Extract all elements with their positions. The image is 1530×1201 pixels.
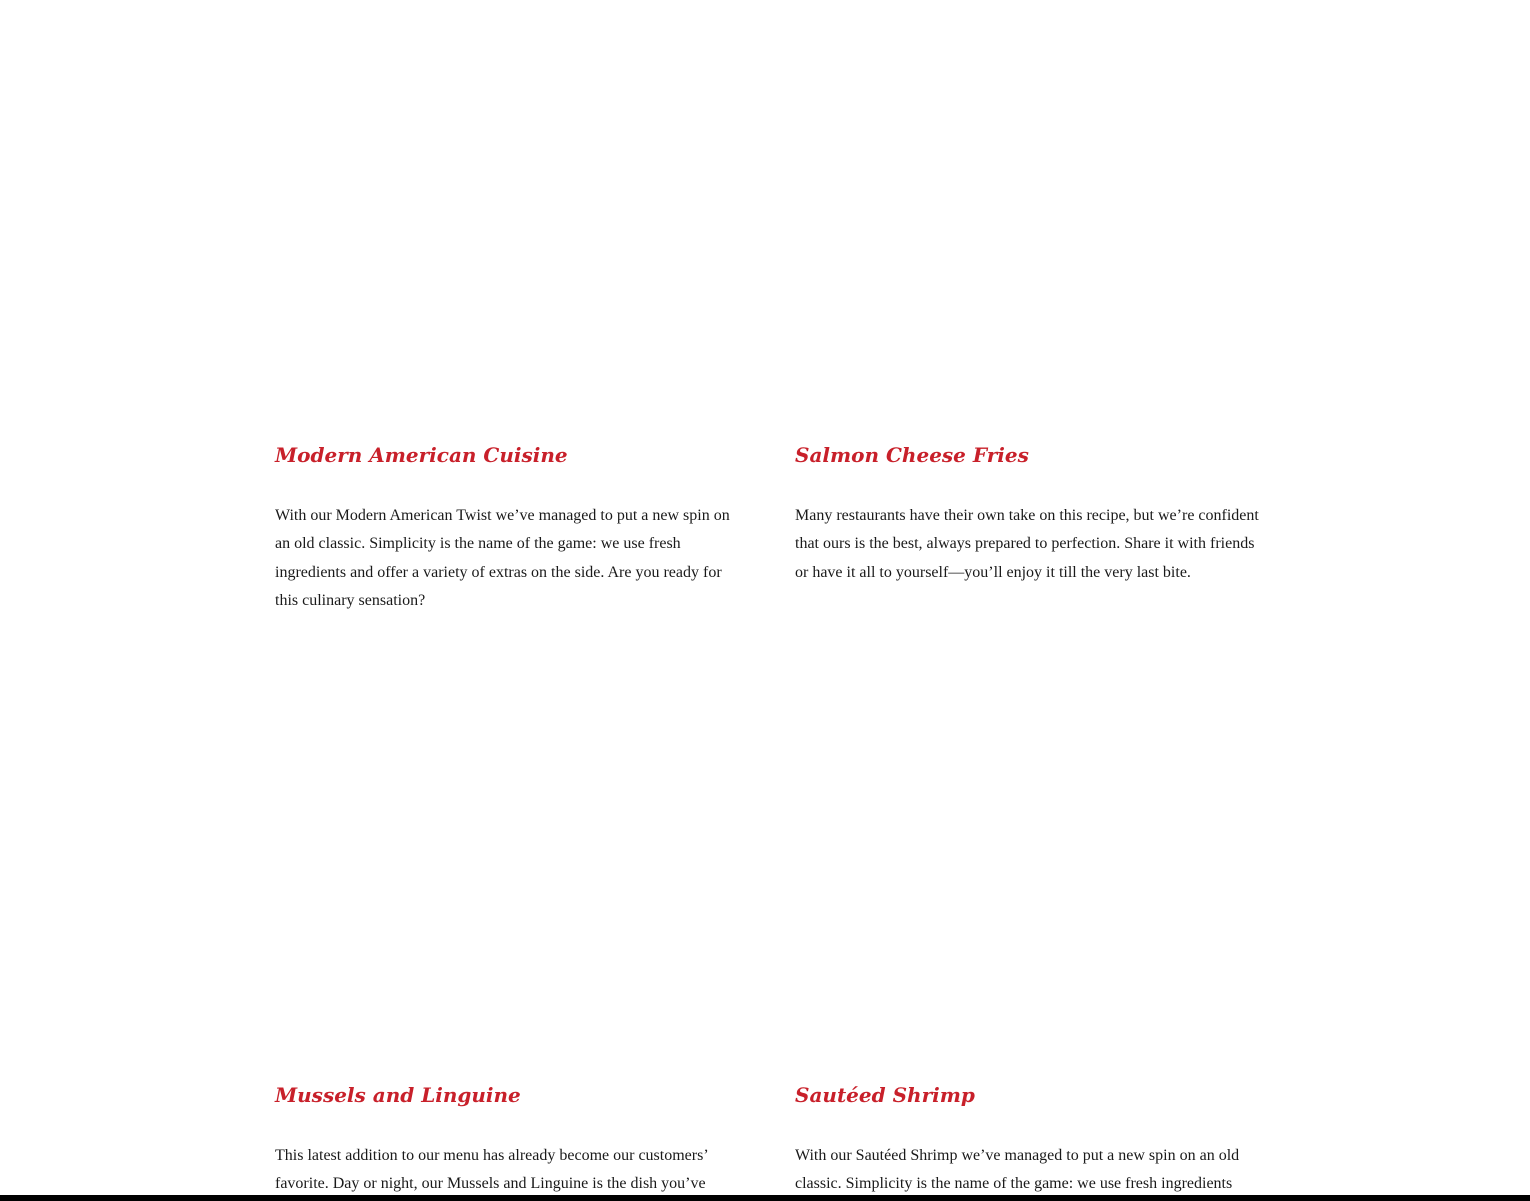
menu-item-description: This latest addition to our menu has already become our customers’ favorite. Day or night, our Mussels and Linguine is the dish you’ve [275,1147,708,1193]
menu-item-description: Many restaurants have their own take on this recipe, but we’re confident that ours is the best, always prepared to perfection. Share it with friends or have it all to yourself—you’ll enjoy it till the very last bite. [795,507,1259,581]
menu-item-title: Mussels and Linguine [275,1083,521,1107]
menu-item-image [275,0,745,400]
menu-item-image [795,640,1265,1040]
menu-item-title: Modern American Cuisine [275,443,568,467]
menu-item-description: With our Modern American Twist we’ve managed to put a new spin on an old classic. Simplicity is the name of the game: we use fresh ingredients and offer a variety of extras on the side. Are you ready for this culinary sensation? [275,507,730,610]
menu-item-image [795,0,1265,400]
bottom-edge-bar [0,1195,1530,1201]
menu-item-title: Sautéed Shrimp [795,1083,975,1107]
menu-item-title: Salmon Cheese Fries [795,443,1029,467]
menu-item-description: With our Sautéed Shrimp we’ve managed to put a new spin on an old classic. Simplicity is the name of the game: we use fresh ingredients [795,1147,1240,1193]
menu-item-image [275,640,745,1040]
